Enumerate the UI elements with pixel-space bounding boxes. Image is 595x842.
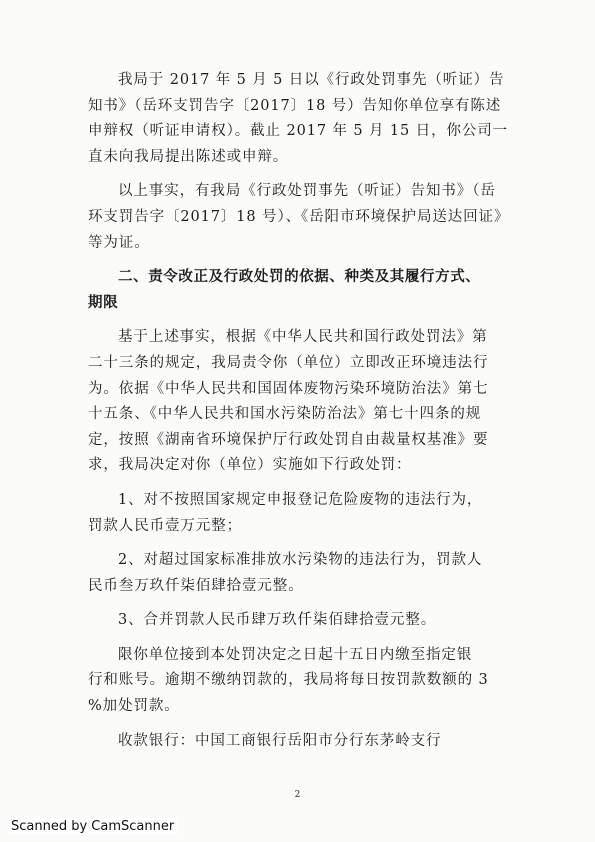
paragraph-line: 行和账号。逾期不缴纳罚款的，我局将每日按罚款数额的 3 [88,672,489,689]
penalty-item-2: 2、对超过国家标准排放水污染物的违法行为，罚款人 [118,552,483,569]
bank-info-line: 收款银行：中国工商银行岳阳市分行东茅岭支行 [118,732,442,749]
section-heading: 期限 [88,294,119,311]
paragraph-line: 为。依据《中华人民共和国固体废物污染环境防治法》第七 [88,380,489,397]
paragraph-line: 求，我局决定对你（单位）实施如下行政处罚： [88,457,412,474]
penalty-item-1: 1、对不按照国家规定申报登记危险废物的违法行为， [118,491,483,508]
paragraph-line: 定，按照《湖南省环境保护厅行政处罚自由裁量权基准》要 [88,431,489,448]
paragraph-line: %加处罚款。 [88,698,180,715]
paragraph-line: 二十三条的规定，我局责令你（单位）立即改正环境违法行 [88,354,489,371]
section-heading: 二、责令改正及行政处罚的依据、种类及其履行方式、 [118,269,481,286]
paragraph-line: 十五条、《中华人民共和国水污染防治法》第七十四条的规 [88,406,482,423]
penalty-item-1: 罚款人民币壹万元整； [88,517,242,534]
paragraph-line: 知书》（岳环支罚告字〔2017〕18 号）告知你单位享有陈述 [88,97,502,114]
document-body [88,68,513,754]
paragraph-line: 我局于 2017 年 5 月 5 日以《行政处罚事先（听证）告 [118,72,505,88]
paragraph-line: 申辩权（听证申请权）。截止 2017 年 5 月 15 日，你公司一 [88,123,509,140]
paragraph-line: 直未向我局提出陈述或申辩。 [88,148,289,165]
penalty-item-3: 3、合并罚款人民币肆万玖仟柒佰肆拾壹元整。 [118,612,437,629]
paragraph-line: 等为证。 [88,234,150,251]
scanner-watermark: Scanned by CamScanner [8,818,177,835]
paragraph-line: 限你单位接到本处罚决定之日起十五日内缴至指定银 [118,646,473,663]
paragraph-line: 环支罚告字〔2017〕18 号）、《岳阳市环境保护局送达回证》 [88,208,510,225]
page-number: 2 [294,790,301,800]
penalty-item-2: 民币叁万玖仟柒佰肆拾壹元整。 [88,577,304,594]
paragraph-line: 基于上述事实，根据《中华人民共和国行政处罚法》第 [118,329,488,346]
paragraph-line: 以上事实，有我局《行政处罚事先（听证）告知书》（岳 [118,183,496,200]
